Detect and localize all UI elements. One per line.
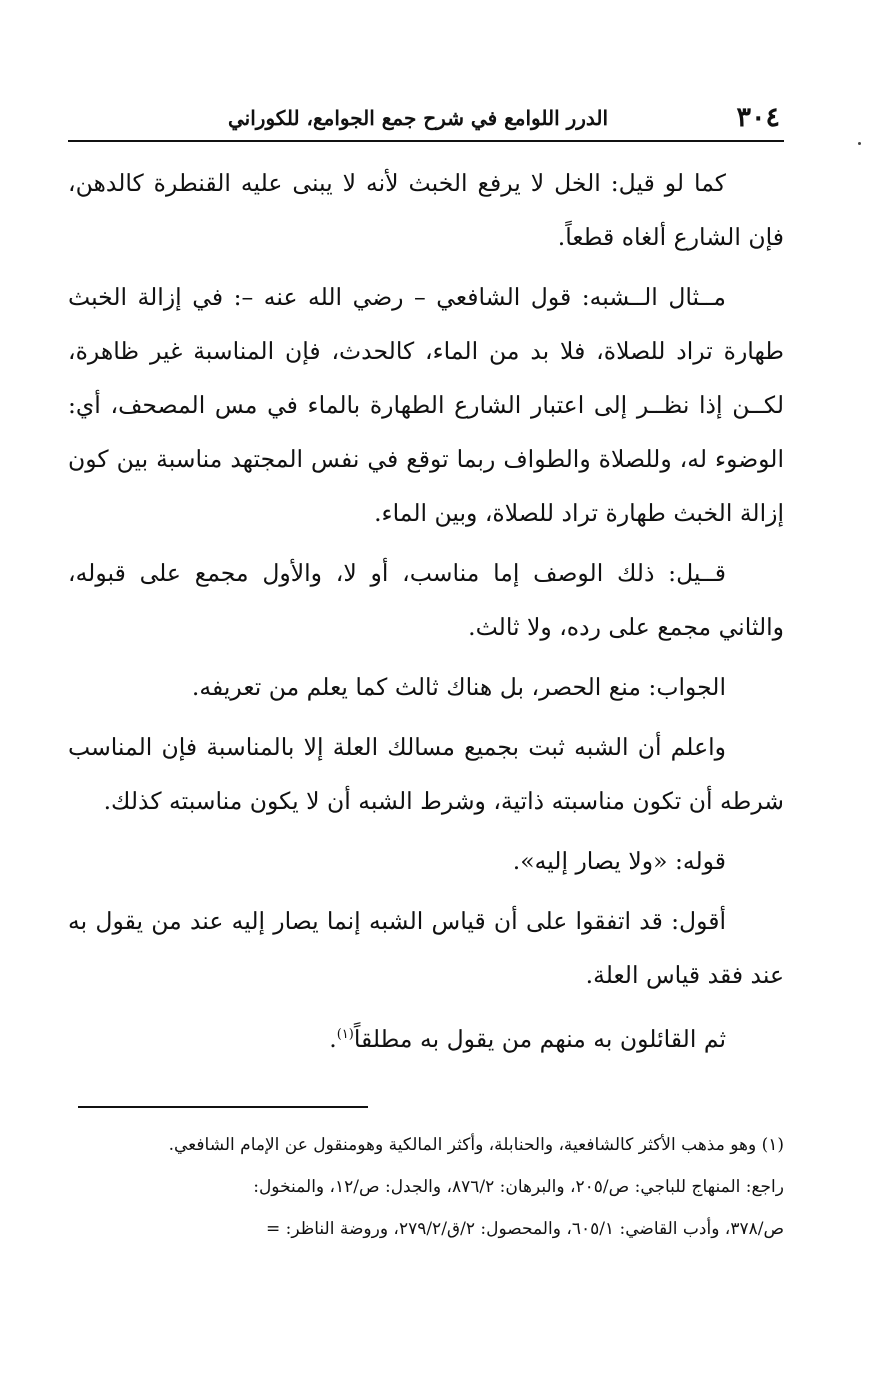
- book-page: [68, 100, 784, 1239]
- footnote-line: (١) وهو مذهب الأكثر كالشافعية، والحنابلة، وأكثر المالكية وهومنقول عن الإمام الشافعي.: [168, 1135, 784, 1155]
- page-header: [68, 100, 784, 142]
- paragraph: كما لو قيل: الخل لا يرفع الخبث لأنه لا يبنى عليه القنطرة كالدهن، فإن الشارع ألغاه قطعاً.: [68, 169, 784, 251]
- paragraph-text: ثم القائلون به منهم من يقول به مطلقاً: [353, 1024, 726, 1053]
- body-text: [68, 156, 784, 1066]
- footnote-line: راجع: المنهاج للباجي: ص/٢٠٥، والبرهان: ٨٧٦/٢، والجدل: ص/١٢، والمنخول:: [253, 1177, 784, 1197]
- running-title: الدرر اللوامع في شرح جمع الجوامع، للكوراني: [228, 106, 609, 130]
- stray-mark: [858, 142, 861, 145]
- paragraph: قوله: «ولا يصار إليه».: [512, 847, 726, 875]
- paragraph: مــثال الــشبه: قول الشافعي – رضي الله عنه –: في إزالة الخبث طهارة تراد للصلاة، فلا بد من الماء، كالحدث، فإن المناسبة غير ظاهرة، لكــن إذا نظــر إلى اعتبار الشارع الطهارة بالماء في مس المصحف، أي: الوضوء له، وللصلاة والطواف ربما توقع في نفس المجتهد مناسبة بين كون إزالة الخبث طهارة تراد للصلاة، وبين الماء.: [68, 283, 784, 527]
- paragraph: قــيل: ذلك الوصف إما مناسب، أو لا، والأول مجمع على قبوله، والثاني مجمع على رده، ولا ثالث.: [68, 559, 784, 641]
- footnote-reference[interactable]: (١): [336, 1027, 354, 1042]
- paragraph: الجواب: منع الحصر، بل هناك ثالث كما يعلم من تعريفه.: [191, 673, 726, 701]
- footnotes: [68, 1124, 784, 1250]
- paragraph-end: .: [329, 1024, 337, 1053]
- paragraph: واعلم أن الشبه ثبت بجميع مسالك العلة إلا بالمناسبة فإن المناسب شرطه أن تكون مناسبته ذاتية، وشرط الشبه أن لا يكون مناسبته كذلك.: [68, 733, 784, 815]
- paragraph: أقول: قد اتفقوا على أن قياس الشبه إنما يصار إليه عند من يقول به عند فقد قياس العلة.: [68, 907, 784, 989]
- page-number: ٣٠٤: [736, 102, 780, 133]
- footnote-line: ص/٣٧٨، وأدب القاضي: ٦٠٥/١، والمحصول: ٢/ق/٢٧٩/٢، وروضة الناظر: =: [265, 1219, 784, 1239]
- footnote-separator: [78, 1106, 368, 1108]
- paragraph-with-footnote: [68, 1008, 784, 1066]
